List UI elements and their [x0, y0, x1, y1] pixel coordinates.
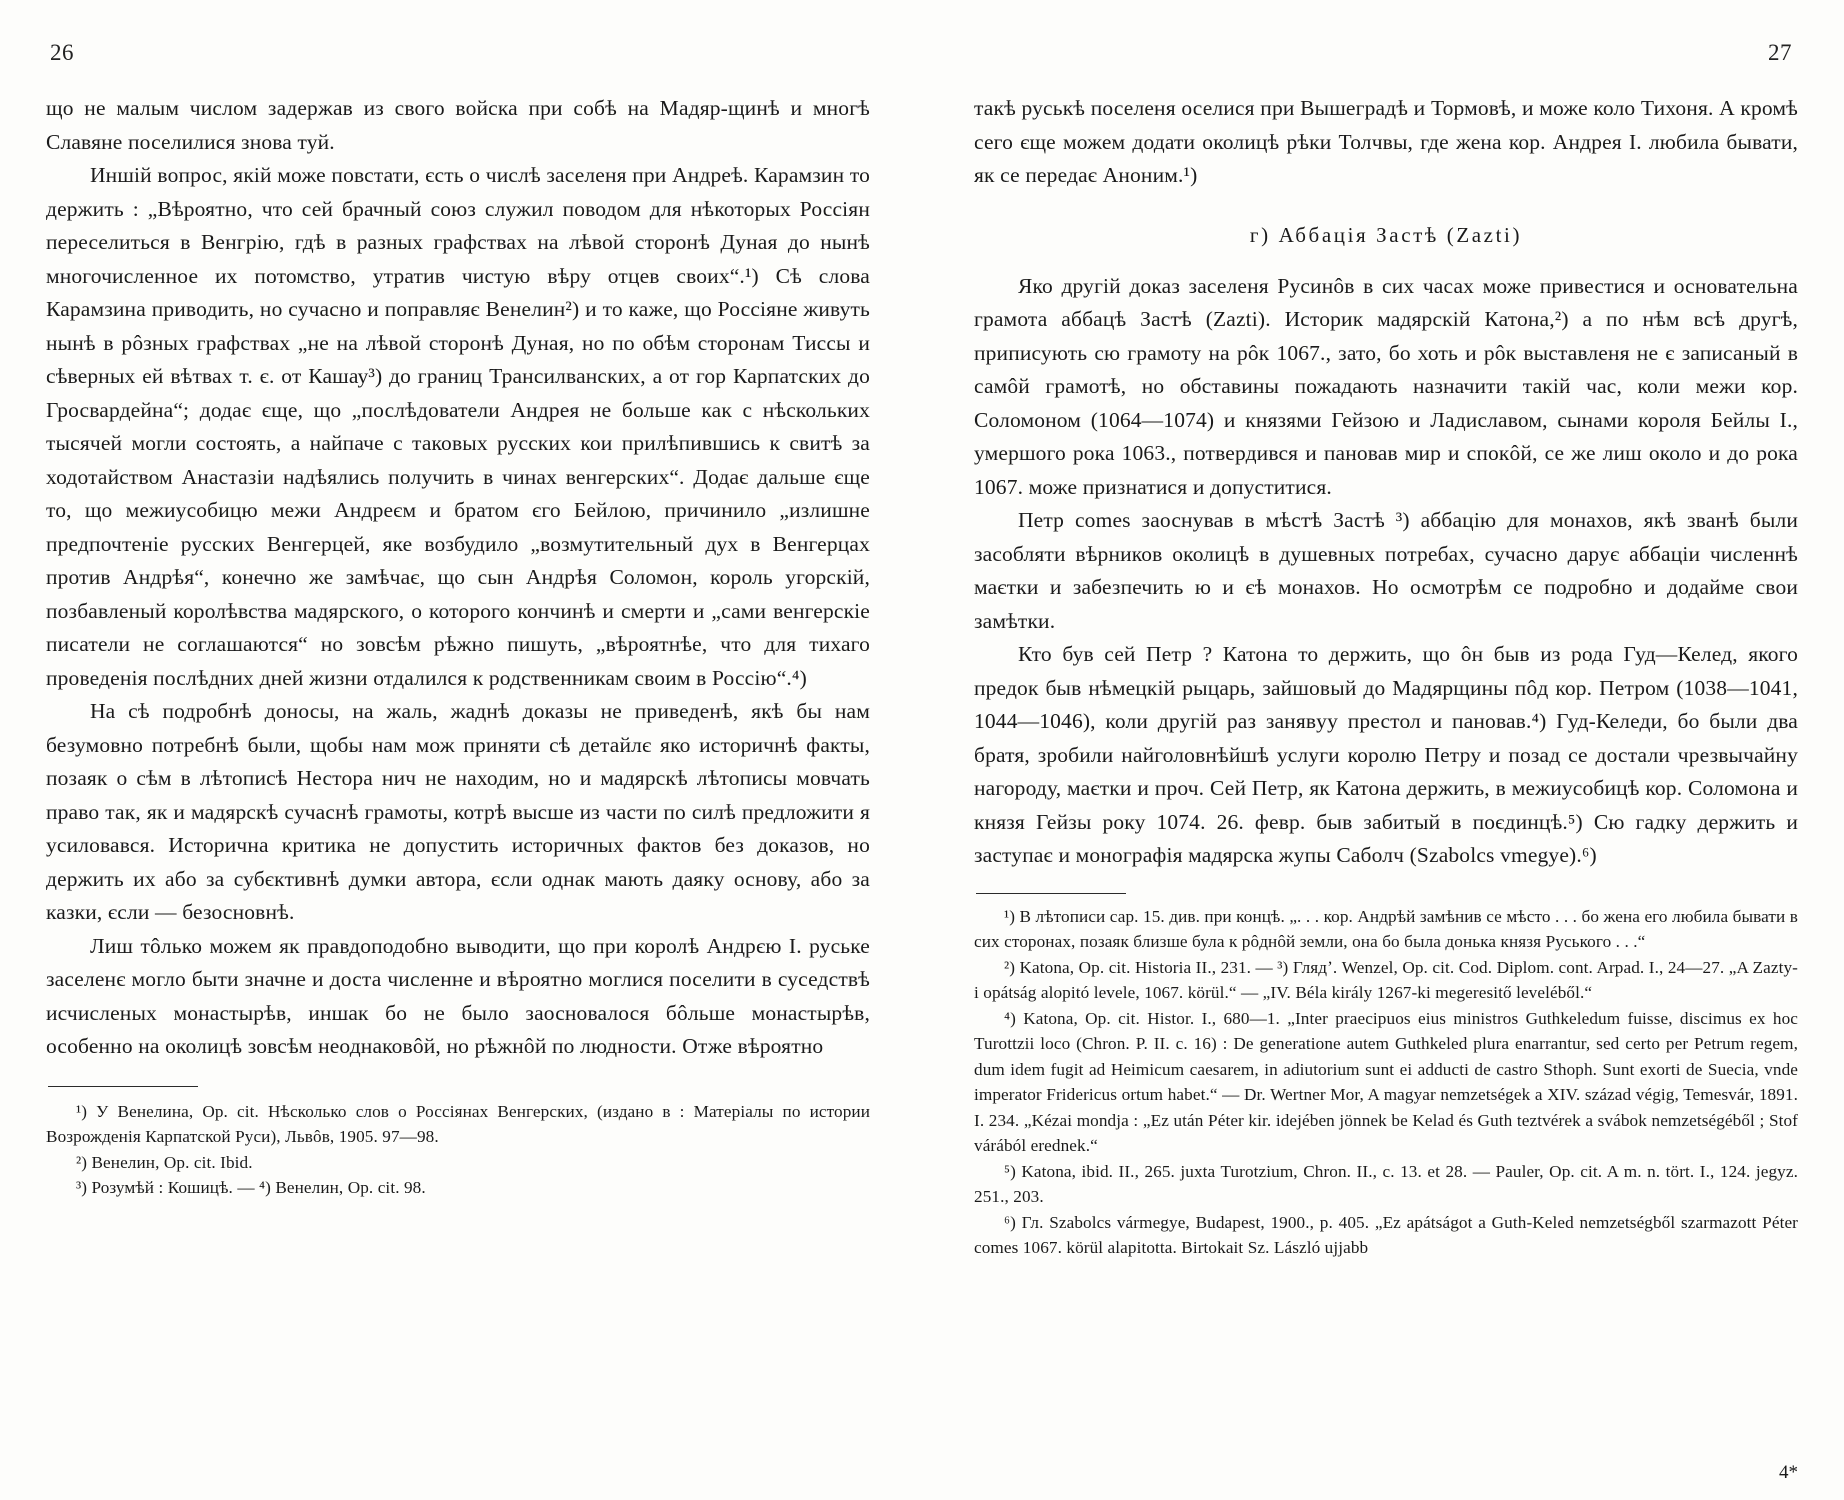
right-folio-row	[974, 40, 1798, 68]
left-footnotes	[46, 1099, 870, 1201]
footnote-separator-left	[48, 1086, 198, 1087]
right-footnotes	[974, 904, 1798, 1261]
footnote: ⁶) Гл. Szabolcs vármegye, Budapest, 1900., p. 405. „Ez apátságot a Guth-Keled nemzetségből szarmazott Péter comes 1067. körül alapitotta. Birtokait Sz. László ujjabb	[974, 1212, 1798, 1257]
paragraph: Петр comes заоснував в мѣстѣ Застѣ ³) аббацію для монахов, якѣ званѣ были засобляти вѣрников околицѣ в душевных потребах, сучасно дарує аббаціи численнѣ маєтки и забезпечить ю и єѣ монахов. Но осмотрѣм се подробно и додаймe свои замѣтки.	[974, 508, 1798, 633]
section-heading: г) Аббація Застѣ (Zazti)	[1249, 222, 1523, 247]
right-body-text	[974, 92, 1798, 873]
footnote: ¹) У Венелина, Op. cit. Нѣсколько слов о Россіянах Венгерских, (издано в : Матеріалы по истории Возрожденія Карпатской Руси), Львôв, 1905. 97—98.	[46, 1101, 870, 1146]
signature-mark: 4*	[1779, 1462, 1798, 1483]
footnote: ²) Венелин, Op. cit. Ibid.	[76, 1152, 253, 1172]
footnote: ³) Розумѣй : Кошицѣ. — ⁴) Венелин, Op. cit. 98.	[76, 1178, 426, 1197]
page-number-right: 27	[1768, 40, 1792, 65]
paragraph: такѣ руськѣ поселеня оселися при Вышеградѣ и Тормовѣ, и може коло Тихоня. А кромѣ сего єще можем додати околицѣ рѣки Толчвы, где жена кор. Андрея I. любила бывати, як се передає Аноним.¹)	[974, 96, 1798, 187]
left-column	[46, 40, 922, 1500]
right-column	[922, 40, 1798, 1500]
page-number-left: 26	[50, 40, 74, 65]
paragraph: Лиш тôлько можем як правдоподобно выводити, що при королѣ Андрєю I. руське заселенє могло быти значне и доста численне и вѣроятно моглися поселити в суседствѣ исчисленых монастырѣв, иншак бо не было заосновалося бôльше монастырѣв, особенно на околицѣ зовсѣм неоднаковôй, но рѣжнôй по людности. Отже вѣроятно	[46, 933, 870, 1058]
footnote: ²) Katona, Op. cit. Historia II., 231. — ³) Глядʼ. Wenzel, Op. cit. Cod. Diplom. cont. Arpad. I., 24—27. „A Zazty-i opátság alopitó levele, 1067. körül.“ — „IV. Béla király 1267-ki megeresitő leveléből.“	[974, 957, 1798, 1002]
footnote: ⁵) Katona, ibid. II., 265. juxta Turotzium, Chron. II., c. 13. et 28. — Pauler, Op. cit. A m. n. tört. I., 124. jegyz. 251., 203.	[974, 1161, 1798, 1206]
paragraph: Яко другій доказ заселеня Русинôв в сих часах може привестися и основательна грамота аббацѣ Застѣ (Zazti). Историк мадярскій Катона,²) а по нѣм всѣ другѣ, приписують сю грамоту на рôк 1067., зато, бо хоть и рôк выставленя не є записаный в самôй грамотѣ, но обставины пожадають назначити такій час, коли межи кор. Соломоном (1064—1074) и князями Гейзою и Ладиславом, сынами короля Бейлы I., умершого рока 1063., потвердився и пановав мир и спокôй, се же лиш около и до рока 1067. може признатися и допуститися.	[974, 273, 1798, 499]
paragraph: що не малым числом задержав из свого войска при собѣ на Мадяр-щинѣ и многѣ Славяне поселилися знова туй.	[46, 96, 870, 154]
footnote-separator-right	[976, 893, 1126, 894]
footnote: ¹) В лѣтописи сар. 15. див. при концѣ. „. . . кор. Андрѣй замѣнив се мѣсто . . . бо жена его любила бывати в сих сторонах, позаяк близше була к рôднôй земли, она бо была донька князя Руського . . .“	[974, 906, 1798, 951]
left-folio-row	[46, 40, 870, 68]
paragraph: Кто був сей Петр ? Катона то держить, що ôн быв из рода Гуд—Келед, якого предок быв нѣмецкій рыцарь, зайшовый до Мадярщины пôд кор. Петром (1038—1041, 1044—1046), коли другій раз занявyy престол и пановав.⁴) Гуд-Келеди, бо были два братя, зробили найголовнѣйшѣ услуги королю Петру и позад се достали чрезвычайну нагороду, маєтки и проч. Сей Петр, як Катона держить, в межиусобицѣ кор. Соломона и князя Гейзы року 1074. 26. февр. быв забитый в поєдинцѣ.⁵) Сю гадку держить и заступає и монографія мадярска жупы Саболч (Szabolcs vmegye).⁶)	[974, 642, 1798, 867]
paragraph: Иншій вопрос, якій може повстати, єсть о числѣ заселеня при Андреѣ. Карамзин то держить : „Вѣроятно, что сей брачный союз служил поводом для нѣкоторых Россіян переселиться в Венгрію, гдѣ в разных графствах на лѣвой сторонѣ Дуная до нынѣ многочисленное их потомство, утратив чистую вѣру отцев своих“.¹) Сѣ слова Карамзина приводить, но сучасно и поправляє Венелин²) и то каже, що Россіяне живуть нынѣ в рôзных графствах „не на лѣвой сторонѣ Дуная, но по обѣм сторонам Тиссы и сѣверных ей вѣтвах т. є. от Кашау³) до границ Трансилванских, а от гор Карпатских до Гросвардейна“; додає єще, що „послѣдователи Андрея не больше как с нѣскольких тысячей могли состоять, а найпаче с таковых русских кои прилѣпившись к свитѣ за ходотайством Анастазіи надѣялись получить в чинах венгерских“. Додає дальше єще то, що межиусобицю межи Андреєм и братом єго Бейлою, причинило „излишне предпочтеніе русских Венгерцей, яке возбудило „возмутительный дух в Венгерцах против Андрѣя“, конечно же замѣчає, що сын Андрѣя Соломон, король угорскій, позбавленый королѣвства мадярского, о которого кончинѣ и смерти и „сами венгерскіе писатели не соглашаются“ но зовсѣм рѣжно пишуть, „вѣроятнѣе, что для тихаго проведенія послѣдних дней жизни отдалился к родственникам своим в Россію“.⁴)	[46, 163, 870, 690]
footnote: ⁴) Katona, Op. cit. Histor. I., 680—1. „Inter praecipuos eius ministros Guthkeledum fuisse, discimus ex hoc Turottzii loco (Chron. P. II. c. 16) : De generatione autem Guthkeled plura enarrantur, sed certo per Petrum regem, dum idem fugit ad Heimicum caesarem, in adiutorium sunt ei adducti de castro Sthoph. Sunt exorti de Suecia, vnde imperator Fridericus ortum habet.“ — Dr. Wertner Mor, A magyar nemzetségek a XIV. század végig, Temesvár, 1891. I. 234. „Kézai mondja : „Ez után Péter kir. idejében jönnek be Kelad és Guth teztvérek a svábok nemzetségéből ; Stof várából erednek.“	[974, 1008, 1798, 1155]
paragraph: На сѣ подробнѣ доносы, на жаль, жаднѣ доказы не приведенѣ, якѣ бы нам безумовно потребнѣ были, щобы нам мож приняти сѣ детайлє яко историчнѣ факты, позаяк о сѣм в лѣтописѣ Нестора нич не находим, но и мадярскѣ лѣтописы мовчать право так, як и мадярскѣ сучаснѣ грамоты, котрѣ высше из части по силѣ предложити я усиловався. Исторична критика не допустить историчных фактов без доказов, но держить их або за субєктивнѣ думки автора, єсли однак мають даяку основу, або за казки, єсли — безосновнѣ.	[46, 699, 870, 924]
left-body-text	[46, 92, 870, 1064]
